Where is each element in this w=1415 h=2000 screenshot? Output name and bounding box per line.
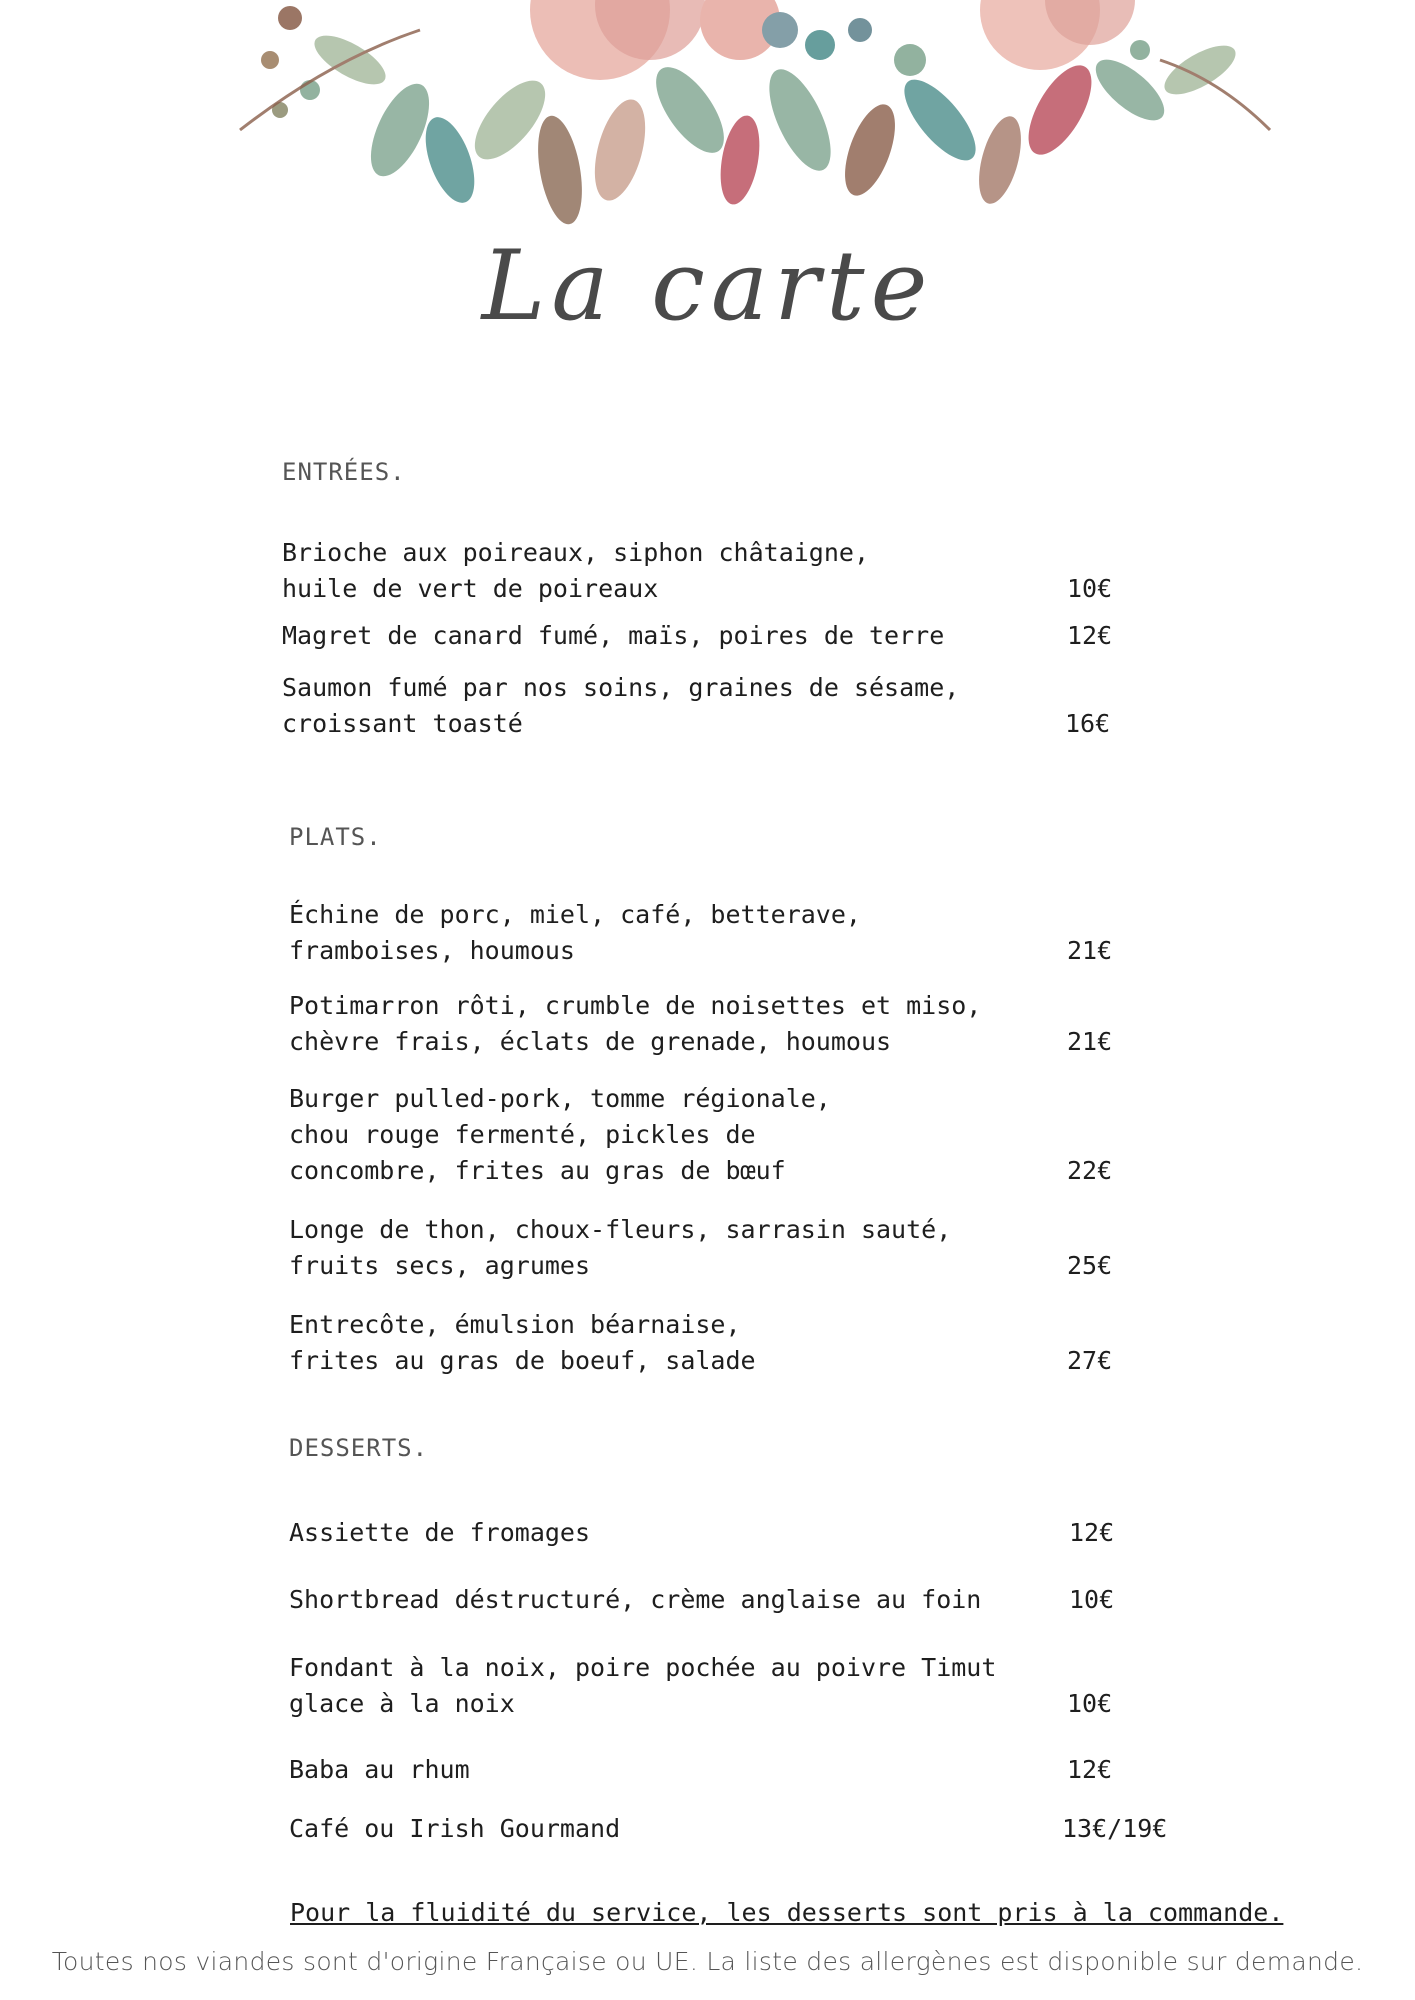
- item-price: 12€: [1069, 1518, 1115, 1547]
- item-name: Assiette de fromages: [289, 1518, 591, 1547]
- page-title: La carte: [481, 230, 934, 342]
- item-price: 12€: [1067, 621, 1113, 650]
- item-price: 10€: [1067, 1689, 1113, 1718]
- item-price: 21€: [1067, 936, 1113, 965]
- item-name: Baba au rhum: [289, 1755, 470, 1784]
- item-price: 16€: [1065, 709, 1111, 738]
- berry: [762, 12, 798, 48]
- item-name: Brioche aux poireaux, siphon châtaigne, huile de vert de poireaux: [282, 538, 869, 603]
- item-name: Shortbread déstructuré, crème anglaise au foin: [289, 1585, 982, 1614]
- item-name: Échine de porc, miel, café, betterave, framboises, houmous: [289, 900, 861, 965]
- item-price: 21€: [1067, 1027, 1113, 1056]
- item-name: Potimarron rôti, crumble de noisettes et miso, chèvre frais, éclats de grenade, houmous: [289, 991, 982, 1056]
- item-price: 10€: [1069, 1585, 1115, 1614]
- item-price: 10€: [1067, 574, 1113, 603]
- section-title-entrees: ENTRÉES.: [282, 458, 406, 486]
- item-name: Café ou Irish Gourmand: [289, 1814, 621, 1843]
- item-price: 25€: [1067, 1251, 1113, 1280]
- item-name: Saumon fumé par nos soins, graines de sésame, croissant toasté: [282, 673, 960, 738]
- item-price: 22€: [1067, 1156, 1113, 1185]
- item-name: Burger pulled-pork, tomme régionale, chou rouge fermenté, pickles de concombre, frites au gras de bœuf: [289, 1084, 831, 1185]
- section-title-desserts: DESSERTS.: [289, 1434, 429, 1462]
- service-note: Pour la fluidité du service, les desserts sont pris à la commande.: [290, 1898, 1284, 1927]
- item-name: Magret de canard fumé, maïs, poires de terre: [282, 621, 945, 650]
- item-name: Entrecôte, émulsion béarnaise, frites au gras de boeuf, salade: [289, 1310, 756, 1375]
- footer-note: Toutes nos viandes sont d'origine Française ou UE. La liste des allergènes est disponible sur demande.: [51, 1947, 1364, 1976]
- item-price: 13€/19€: [1062, 1814, 1168, 1843]
- section-title-plats: PLATS.: [289, 823, 382, 851]
- item-name: Fondant à la noix, poire pochée au poivre Timut glace à la noix: [289, 1653, 997, 1718]
- item-price: 27€: [1067, 1346, 1113, 1375]
- item-price: 12€: [1067, 1755, 1113, 1784]
- item-name: Longe de thon, choux-fleurs, sarrasin sauté, fruits secs, agrumes: [289, 1215, 952, 1280]
